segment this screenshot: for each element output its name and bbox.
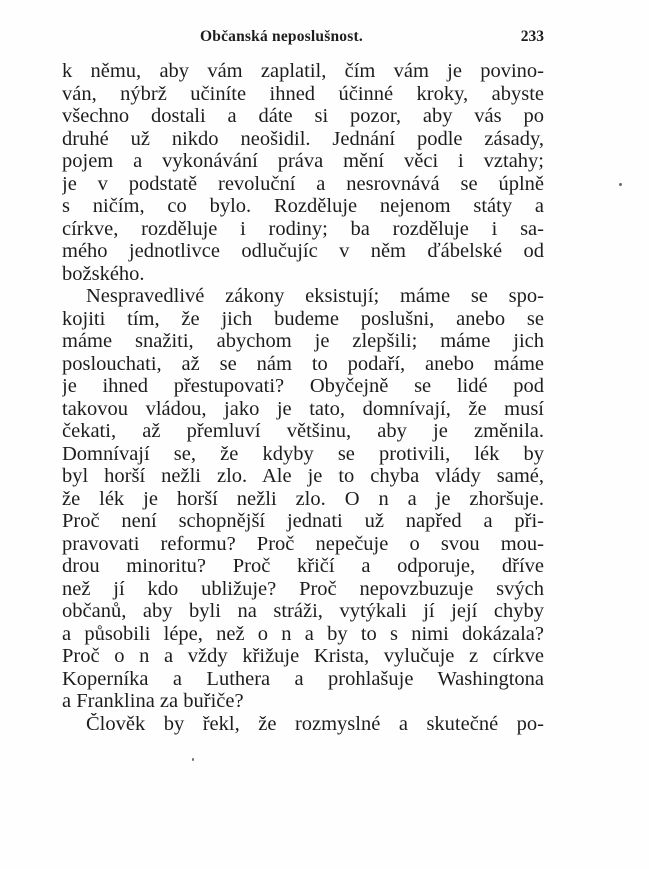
text-line: Proč o n a vždy křižuje Krista, vylučuje z církve [62, 645, 544, 667]
text-line: a Franklina za buřiče? [62, 690, 244, 712]
page-header [62, 28, 544, 52]
text-line: božského. [62, 262, 145, 285]
text-line: pojem a vykonávání práva mění věci i vztahy; [62, 150, 544, 172]
text-line: takovou vládou, jako je tato, domnívají, že musí [62, 397, 544, 420]
paragraph-2 [62, 285, 544, 713]
text-line: s ničím, co bylo. Rozděluje nejenom státy a [62, 195, 544, 217]
text-line: máme snažiti, abychom je zlepšili; máme jich [62, 330, 544, 352]
text-line: Koperníka a Luthera a prohlašuje Washingtona [62, 667, 544, 690]
body-text [62, 60, 544, 735]
text-line: Nespravedlivé zákony eksistují; máme se spo- [86, 285, 544, 307]
text-line: občanů, aby byli na stráži, vytýkali jí její chyby [62, 600, 544, 622]
text-line: Proč není schopnější jednati už napřed a při- [62, 510, 544, 532]
text-line: je ihned přestupovati? Obyčejně se lidé pod [62, 375, 544, 397]
text-line: a působili lépe, než o n a by to s nimi dokázala? [62, 622, 544, 645]
text-line: k němu, aby vám zaplatil, čím vám je povino- [62, 60, 544, 82]
paragraph-3 [62, 713, 544, 736]
text-line: drou minoritu? Proč křičí a odporuje, dříve [62, 555, 544, 577]
text-line: všechno dostali a dáte si pozor, aby vás po [62, 105, 544, 127]
text-line: Domnívají se, že kdyby se protivili, lék by [62, 442, 544, 465]
text-line: je v podstatě revoluční a nesrovnává se úplně [62, 172, 544, 195]
text-line: ván, nýbrž učiníte ihned účinné kroky, abyste [62, 82, 544, 105]
text-line: že lék je horší nežli zlo. O n a je zhoršuje. [62, 487, 544, 510]
text-line: druhé už nikdo neošidil. Jednání podle zásady, [62, 127, 544, 150]
text-line: kojiti tím, že jich budeme poslušni, anebo se [62, 307, 544, 330]
text-line: pravovati reformu? Proč nepečuje o svou mou- [62, 532, 544, 555]
print-speck [192, 758, 194, 761]
text-line: než jí kdo ubližuje? Proč nepovzbuzuje svých [62, 577, 544, 600]
print-speck [619, 183, 622, 186]
page-number: 233 [520, 28, 544, 45]
text-line: církve, rozděluje i rodiny; ba rozděluje i sa- [62, 217, 544, 240]
paragraph-1 [62, 60, 544, 285]
text-line: mého jednotlivce odlučujíc v něm ďábelské od [62, 240, 544, 262]
text-line: poslouchati, až se nám to podaří, anebo máme [62, 352, 544, 375]
text-line: byl horší nežli zlo. Ale je to chyba vlády samé, [62, 465, 544, 487]
running-title: Občanská neposlušnost. [200, 28, 363, 45]
text-line: čekati, až přemluví většinu, aby je změnila. [62, 420, 544, 442]
text-line: Člověk by řekl, že rozmyslné a skutečné po- [86, 712, 544, 735]
